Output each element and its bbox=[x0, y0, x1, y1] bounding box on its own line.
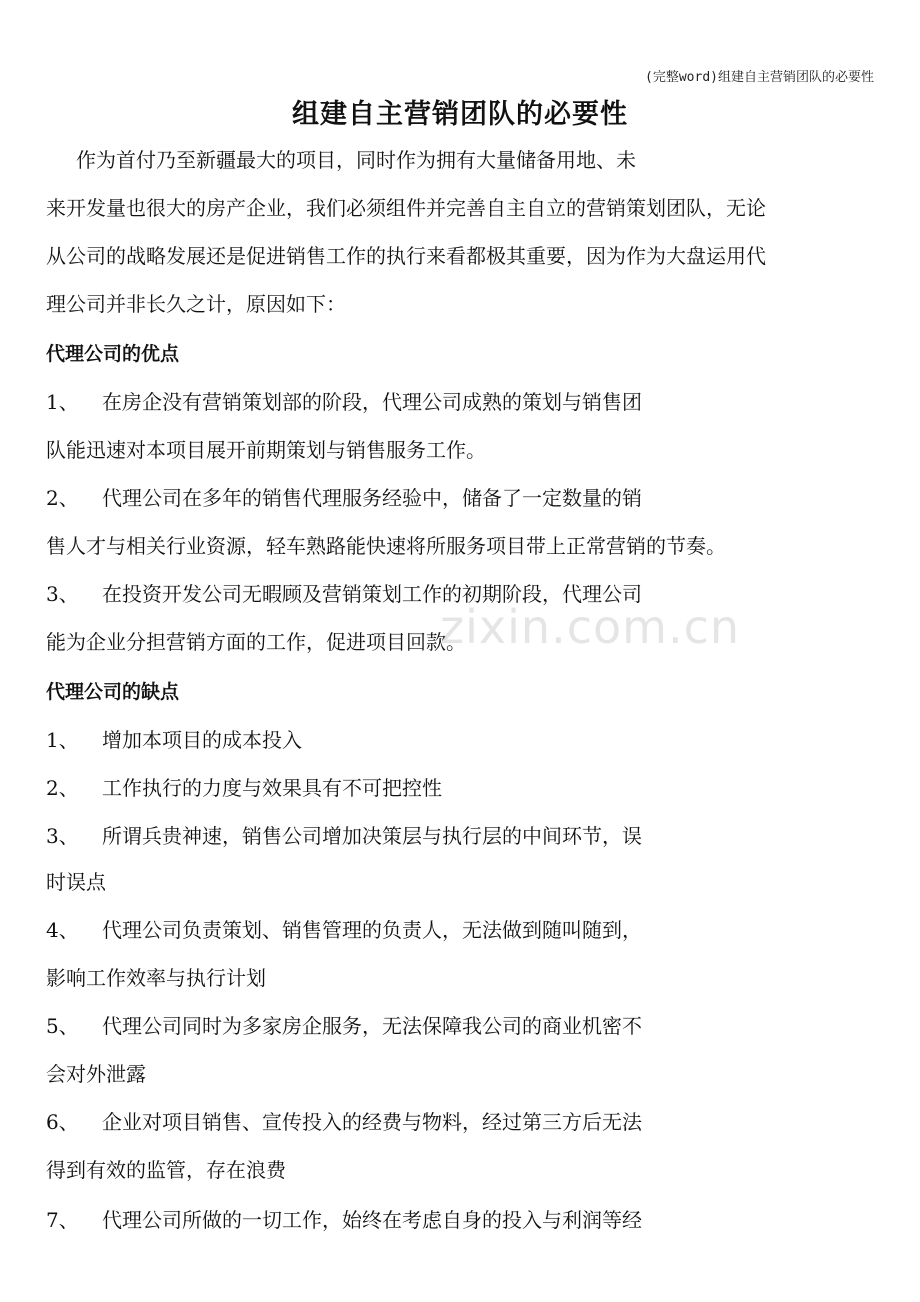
advantages-heading: 代理公司的优点 bbox=[46, 343, 180, 365]
list-item bbox=[46, 1108, 642, 1136]
list-item bbox=[46, 1012, 642, 1040]
list-item bbox=[46, 388, 642, 416]
intro-line: 作为首付乃至新疆最大的项目，同时作为拥有大量储备用地、未 bbox=[76, 148, 636, 172]
header-note: (完整word)组建自主营销团队的必要性 bbox=[645, 70, 874, 85]
item-text: 企业对项目销售、宣传投入的经费与物料，经过第三方后无法 bbox=[102, 1110, 642, 1134]
item-text: 代理公司所做的一切工作，始终在考虑自身的投入与利润等经 bbox=[102, 1208, 642, 1232]
item-number: 4、 bbox=[46, 918, 79, 942]
list-item bbox=[46, 484, 642, 512]
watermark: zixin.com.cn bbox=[440, 600, 741, 654]
list-item bbox=[46, 822, 642, 850]
item-continuation: 售人才与相关行业资源，轻车熟路能快速将所服务项目带上正常营销的节奏。 bbox=[46, 534, 726, 558]
item-continuation: 得到有效的监管，存在浪费 bbox=[46, 1158, 286, 1182]
item-number: 7、 bbox=[46, 1208, 79, 1232]
item-text: 在投资开发公司无暇顾及营销策划工作的初期阶段，代理公司 bbox=[102, 582, 642, 606]
list-item bbox=[46, 726, 302, 754]
document-title: 组建自主营销团队的必要性 bbox=[292, 99, 628, 130]
item-number: 3、 bbox=[46, 824, 79, 848]
item-number: 2、 bbox=[46, 776, 79, 800]
item-continuation: 队能迅速对本项目展开前期策划与销售服务工作。 bbox=[46, 438, 486, 462]
list-item bbox=[46, 1206, 642, 1234]
item-text: 代理公司同时为多家房企服务，无法保障我公司的商业机密不 bbox=[102, 1014, 642, 1038]
item-number: 1、 bbox=[46, 390, 79, 414]
item-continuation: 影响工作效率与执行计划 bbox=[46, 966, 266, 990]
item-continuation: 能为企业分担营销方面的工作，促进项目回款。 bbox=[46, 630, 466, 654]
item-text: 在房企没有营销策划部的阶段，代理公司成熟的策划与销售团 bbox=[102, 390, 642, 414]
item-continuation: 时误点 bbox=[46, 870, 106, 894]
intro-line: 来开发量也很大的房产企业，我们必须组件并完善自主自立的营销策划团队，无论 bbox=[46, 196, 766, 220]
disadvantages-heading: 代理公司的缺点 bbox=[46, 681, 180, 703]
item-continuation: 会对外泄露 bbox=[46, 1062, 146, 1086]
item-number: 3、 bbox=[46, 582, 79, 606]
intro-line: 从公司的战略发展还是促进销售工作的执行来看都极其重要，因为作为大盘运用代 bbox=[46, 244, 766, 268]
item-number: 2、 bbox=[46, 486, 79, 510]
item-number: 6、 bbox=[46, 1110, 79, 1134]
item-text: 代理公司负责策划、销售管理的负责人，无法做到随叫随到， bbox=[102, 918, 642, 942]
item-number: 1、 bbox=[46, 728, 79, 752]
list-item bbox=[46, 774, 442, 802]
list-item bbox=[46, 916, 642, 944]
item-text: 代理公司在多年的销售代理服务经验中，储备了一定数量的销 bbox=[102, 486, 642, 510]
intro-line: 理公司并非长久之计，原因如下： bbox=[46, 292, 346, 316]
item-text: 增加本项目的成本投入 bbox=[102, 728, 302, 752]
item-text: 工作执行的力度与效果具有不可把控性 bbox=[102, 776, 442, 800]
item-text: 所谓兵贵神速，销售公司增加决策层与执行层的中间环节，误 bbox=[102, 824, 642, 848]
item-number: 5、 bbox=[46, 1014, 79, 1038]
